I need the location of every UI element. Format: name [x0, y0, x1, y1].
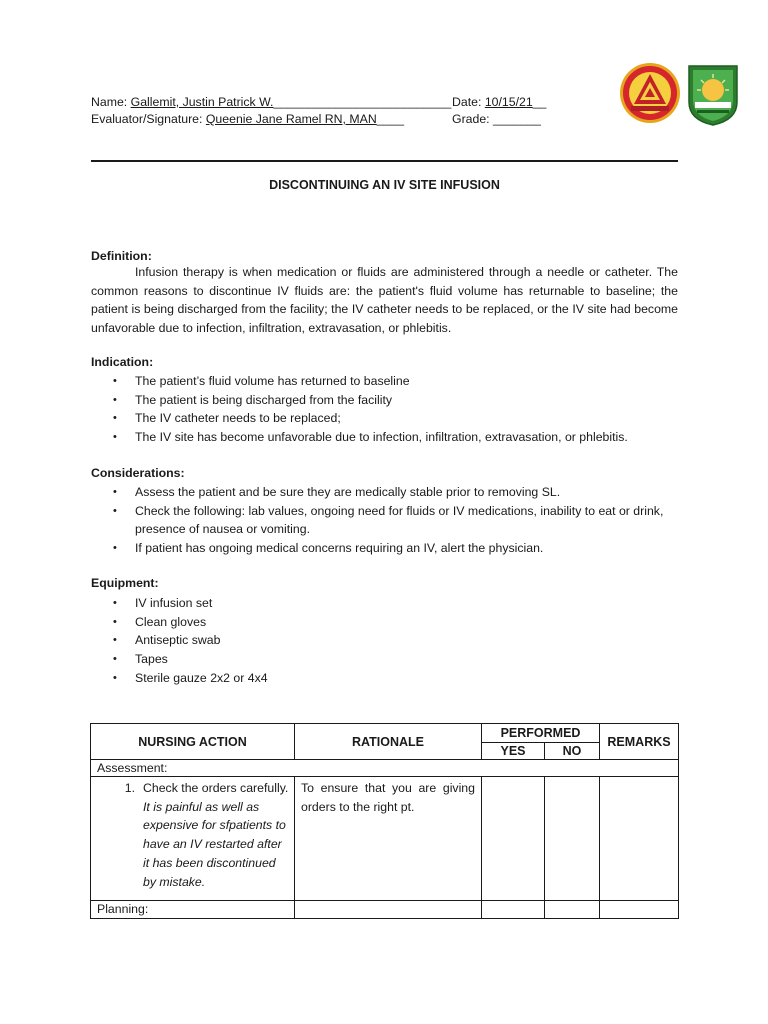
list-item: • The patient’s fluid volume has returned to baseline — [91, 372, 678, 391]
planning-yes-cell — [482, 901, 545, 919]
evaluator-blank: ____ — [376, 112, 405, 126]
step1-action-cell — [91, 777, 295, 901]
date-label: Date: — [452, 95, 482, 109]
evaluator-field — [91, 111, 404, 128]
step1-text — [143, 779, 290, 891]
header-divider — [91, 160, 678, 162]
evaluator-label: Evaluator/Signature: — [91, 112, 203, 126]
evaluator-value: Queenie Jane Ramel RN, MAN — [205, 112, 377, 126]
school-seal-logo — [619, 62, 681, 124]
evaluation-table — [90, 723, 679, 919]
step1-no-cell — [545, 777, 600, 901]
list-item: • Sterile gauze 2x2 or 4x4 — [91, 669, 678, 688]
list-item: • If patient has ongoing medical concerns requiring an IV, alert the physician. — [91, 539, 678, 558]
date-value: 10/15/21 — [484, 95, 533, 109]
name-field — [91, 94, 451, 111]
list-item: • Tapes — [91, 650, 678, 669]
name-label: Name: — [91, 95, 128, 109]
col-nursing-action: NURSING ACTION — [91, 724, 295, 760]
col-no: NO — [545, 743, 600, 760]
planning-remarks-cell — [600, 901, 679, 919]
planning-rationale-cell — [295, 901, 482, 919]
name-value: Gallemit, Justin Patrick W. — [130, 95, 274, 109]
step1-yes-cell — [482, 777, 545, 901]
section-assessment: Assessment: — [91, 760, 679, 777]
nursing-college-logo — [685, 64, 741, 126]
step1-rationale: To ensure that you are giving orders to the right pt. — [295, 777, 482, 901]
definition-heading: Definition: — [91, 249, 152, 263]
step1-item — [97, 779, 290, 891]
col-yes: YES — [482, 743, 545, 760]
table-row — [91, 777, 679, 901]
list-item: • The IV site has become unfavorable due to infection, infiltration, extravasation, or phlebitis. — [91, 428, 678, 447]
indication-list — [91, 372, 678, 447]
list-item: • IV infusion set — [91, 594, 678, 613]
table-header-row — [91, 724, 679, 743]
col-rationale: RATIONALE — [295, 724, 482, 760]
page-title: DISCONTINUING AN IV SITE INFUSION — [269, 178, 500, 192]
considerations-list — [91, 483, 678, 558]
grade-field — [452, 111, 541, 128]
grade-label: Grade: — [452, 112, 490, 126]
planning-no-cell — [545, 901, 600, 919]
step1-note: It is painful as well as expensive for sfpatients to have an IV restarted after it has been discontinued by mistake. — [143, 799, 286, 889]
list-item: • Antiseptic swab — [91, 631, 678, 650]
considerations-heading: Considerations: — [91, 466, 185, 480]
list-item: • The patient is being discharged from the facility — [91, 391, 678, 410]
equipment-heading: Equipment: — [91, 576, 159, 590]
list-item: • The IV catheter needs to be replaced; — [91, 409, 678, 428]
col-performed: PERFORMED — [482, 724, 600, 743]
list-item: • Check the following: lab values, ongoing need for fluids or IV medications, inability to eat or drink, presence of nausea or vomiting. — [91, 502, 678, 539]
definition-text — [91, 263, 678, 338]
table-row — [91, 760, 679, 777]
grade-value: _______ — [493, 112, 541, 126]
indication-heading: Indication: — [91, 355, 154, 369]
step1-number: 1. — [124, 781, 135, 795]
step1-remarks-cell — [600, 777, 679, 901]
definition-body: Infusion therapy is when medication or fluids are administered through a needle or catheter. The common reasons to discontinue IV fluids are: the patient's fluid volume has returnable to baseline; the patient is being discharged from the facility; the IV catheter needs to be replaced, or the IV site had become unfavorable due to infection, infiltration, extravasation, or phlebitis. — [91, 265, 678, 336]
table-row — [91, 901, 679, 919]
col-remarks: REMARKS — [600, 724, 679, 760]
list-item: • Clean gloves — [91, 613, 678, 632]
date-blank: __ — [532, 95, 547, 109]
list-item: • Assess the patient and be sure they are medically stable prior to removing SL. — [91, 483, 678, 502]
date-field — [452, 94, 546, 111]
equipment-list — [91, 594, 678, 688]
section-planning: Planning: — [91, 901, 295, 919]
step1-action: Check the orders carefully. — [143, 781, 289, 795]
name-blank: __________________________ — [273, 95, 452, 109]
